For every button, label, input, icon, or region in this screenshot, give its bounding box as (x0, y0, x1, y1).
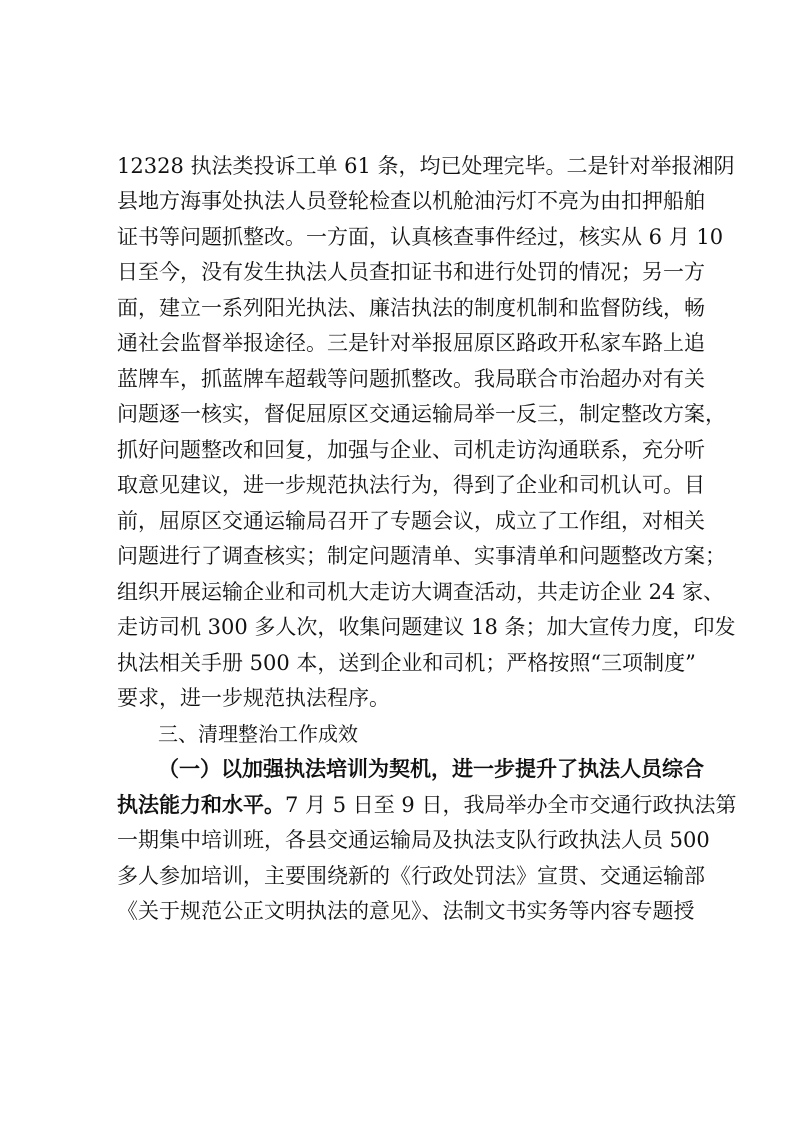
text-line: 通社会监督举报途径。三是针对举报屈原区路政开私家车路上追 (117, 331, 705, 355)
text-line: 问题进行了调查核实；制定问题清单、实事清单和问题整改方案； (117, 544, 726, 568)
text-line: 日至今，没有发生执法人员查扣证书和进行处罚的情况；另一方 (117, 260, 705, 284)
bold-lead-text: （一）以加强执法培训为契机，进一步提升了执法人员综合 (158, 756, 704, 781)
bold-lead-text: 执法能力和水平。 (117, 792, 285, 817)
text-line: 要求，进一步规范执法程序。 (117, 686, 390, 710)
text-run: 7 月 5 日至 9 日，我局举办全市交通行政执法第 (285, 793, 737, 817)
text-line: 《关于规范公正文明执法的意见》、法制文书实务等内容专题授 (117, 899, 695, 923)
text-line: 取意见建议，进一步规范执法行为，得到了企业和司机认可。目 (117, 473, 705, 497)
text-line: 证书等问题抓整改。一方面，认真核查事件经过，核实从 6 月 10 (117, 225, 724, 249)
text-line: 县地方海事处执法人员登轮检查以机舱油污灯不亮为由扣押船舶 (117, 189, 705, 213)
text-line: 面，建立一系列阳光执法、廉洁执法的制度机制和监督防线，畅 (117, 296, 705, 320)
text-line: 执法相关手册 500 本，送到企业和司机；严格按照“三项制度” (117, 651, 696, 675)
text-line: 多人参加培训，主要围绕新的《行政处罚法》宣贯、交通运输部 (117, 864, 705, 888)
text-line: 走访司机 300 多人次，收集问题建议 18 条；加大宣传力度，印发 (117, 615, 736, 639)
text-line: 12328 执法类投诉工单 61 条，均已处理完毕。二是针对举报湘阴 (117, 154, 735, 178)
text-line: 前，屈原区交通运输局召开了专题会议，成立了工作组，对相关 (117, 509, 705, 533)
text-line: 抓好问题整改和回复，加强与企业、司机走访沟通联系，充分听 (117, 438, 705, 462)
text-line: 组织开展运输企业和司机大走访大调查活动，共走访企业 24 家、 (117, 580, 725, 604)
text-line: 一期集中培训班，各县交通运输局及执法支队行政执法人员 500 (117, 828, 710, 852)
text-line: 蓝牌车，抓蓝牌车超载等问题抓整改。我局联合市治超办对有关 (117, 367, 705, 391)
section-heading: 三、清理整治工作成效 (158, 722, 358, 746)
text-line (117, 788, 737, 822)
text-line: 问题逐一核实，督促屈原区交通运输局举一反三，制定整改方案， (117, 402, 726, 426)
